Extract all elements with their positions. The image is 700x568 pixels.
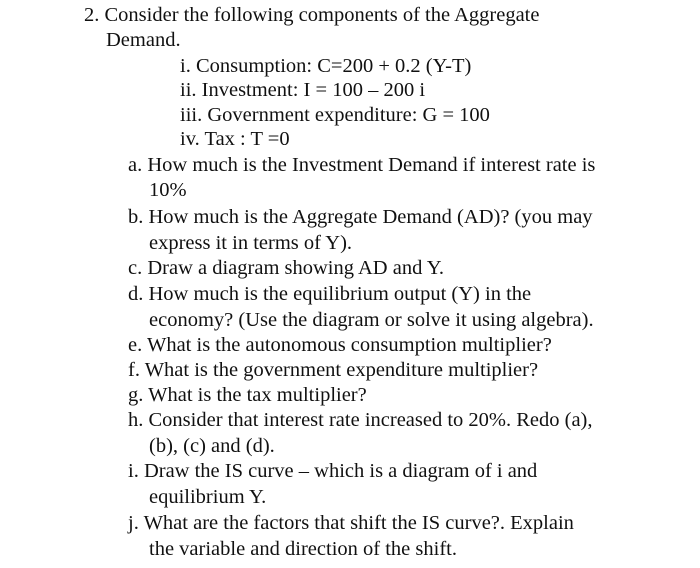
part-j-continued: the variable and direction of the shift. bbox=[149, 538, 457, 560]
part-a-continued: 10% bbox=[149, 179, 187, 201]
part-h-continued: (b), (c) and (d). bbox=[149, 435, 275, 457]
component-consumption: i. Consumption: C=200 + 0.2 (Y-T) bbox=[180, 55, 472, 77]
part-a: a. How much is the Investment Demand if interest rate is bbox=[128, 154, 596, 176]
part-b: b. How much is the Aggregate Demand (AD)? (you may bbox=[128, 206, 593, 228]
part-g: g. What is the tax multiplier? bbox=[128, 384, 367, 406]
component-government: iii. Government expenditure: G = 100 bbox=[180, 104, 490, 126]
part-h: h. Consider that interest rate increased to 20%. Redo (a), bbox=[128, 409, 593, 431]
part-e: e. What is the autonomous consumption multiplier? bbox=[128, 334, 552, 356]
question-heading: 2. Consider the following components of the Aggregate bbox=[84, 4, 540, 26]
part-j: j. What are the factors that shift the IS curve?. Explain bbox=[128, 512, 574, 534]
part-b-continued: express it in terms of Y). bbox=[149, 232, 353, 254]
part-d: d. How much is the equilibrium output (Y) in the bbox=[128, 283, 532, 305]
part-i-continued: equilibrium Y. bbox=[149, 486, 267, 508]
part-d-continued: economy? (Use the diagram or solve it using algebra). bbox=[149, 309, 594, 331]
component-investment: ii. Investment: I = 100 – 200 i bbox=[180, 79, 426, 101]
part-c: c. Draw a diagram showing AD and Y. bbox=[128, 257, 444, 279]
question-heading-continued: Demand. bbox=[106, 29, 181, 51]
component-tax: iv. Tax : T =0 bbox=[180, 128, 290, 150]
part-i: i. Draw the IS curve – which is a diagram of i and bbox=[128, 460, 538, 482]
part-f: f. What is the government expenditure multiplier? bbox=[128, 359, 539, 381]
